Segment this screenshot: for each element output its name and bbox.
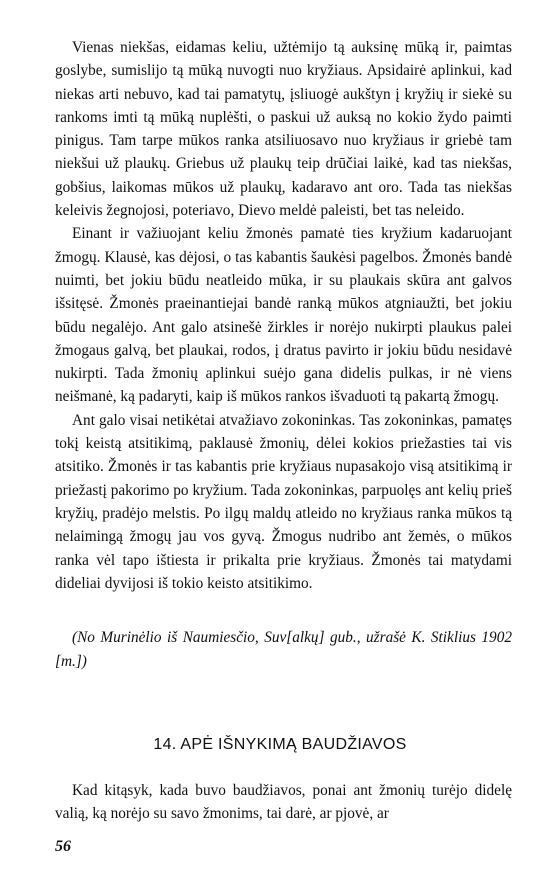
source-note: (No Murinėlio iš Naumiesčio, Suv[alkų] gub., užrašė K. Stiklius 1902 [m.]) [55,629,512,670]
paragraph-1: Vienas niekšas, eidamas keliu, užtėmijo tą auksinę mūką ir, paimtas goslybe, sumislijo tą mūką nuvogti nuo kryžiaus. Apsidairė aplinkui, kad niekas arti nebuvo, kad tai pamatytų, įsliuogė aukštyn į kryžių ir siekė su rankoms imti tą mūką nuplėšti, o paskui už auksą no kokio žydo paimti pinigus. Tam tarpe mūkos ranka atsiliuosavo nuo kryžiaus ir griebė tam niekšui už plaukų. Griebus už plaukų teip drūčiai laikė, kad tas niekšas, gobšius, laikomas mūkos už plaukų, kadaravo ant oro. Tada tas niekšas keleivis žegnojosi, poteriavo, Dievo meldė paleisti, bet tas neleido. [55,39,512,220]
story-body [55,36,512,595]
next-paragraph: Kad kitąsyk, kada buvo baudžiavos, ponai ant žmonių turėjo didelę valią, ką norėjo su savo žmonims, tai darė, ar pjovė, ar [55,782,512,823]
paragraph-2: Einant ir važiuojant keliu žmonės pamatė ties kryžium kadaruojant žmogų. Klausė, kas dėjosi, o tas kabantis šaukėsi pagelbos. Žmonės bandė nuimti, bet jokiu būdu neatleido mūka, ir su plaukais skūra ant galvos išsitęsė. Žmonės praeinantiejai bandė ranką mūkos atgniaužti, bet jokiu būdu negalėjo. Ant galo atsinešė žirkles ir norėjo nukirpti plaukus palei žmogaus galvą, bet plaukai, rodos, į dratus pavirto ir jokiu būdu nesidavė nukirpti. Tada žmonių aplinkui suėjo gana didelis pulkas, ir nė viens neišmanė, ką padaryti, kaip iš mūkos rankos išvaduoti tą pakartą žmogų. [55,225,512,406]
section-heading: 14. APĖ IŠNYKIMĄ BAUDŽIAVOS [153,736,407,753]
page-number: 56 [55,838,71,855]
paragraph-3: Ant galo visai netikėtai atvažiavo zokoninkas. Tas zokoninkas, pamatęs tokį keistą atsitikimą, paklausė žmonių, dėlei kokios priežasties tai vis atsitiko. Žmonės ir tas kabantis prie kryžiaus nupasakojo visą atsitikimą ir priežastį pakorimo po kryžium. Tada zokoninkas, parpuolęs ant kelių prieš kryžių, pradėjo melstis. Po ilgų maldų atleido no kryžiaus ranka mūkos tą nelaimingą žmogų jau vos gyvą. Žmogus nudribo ant žemės, o mūkos ranka vėl tapo ištiesta ir prikalta prie kryžiaus. Žmonės tai matydami dideliai dyvijosi iš tokio keisto atsitikimo. [55,411,512,592]
